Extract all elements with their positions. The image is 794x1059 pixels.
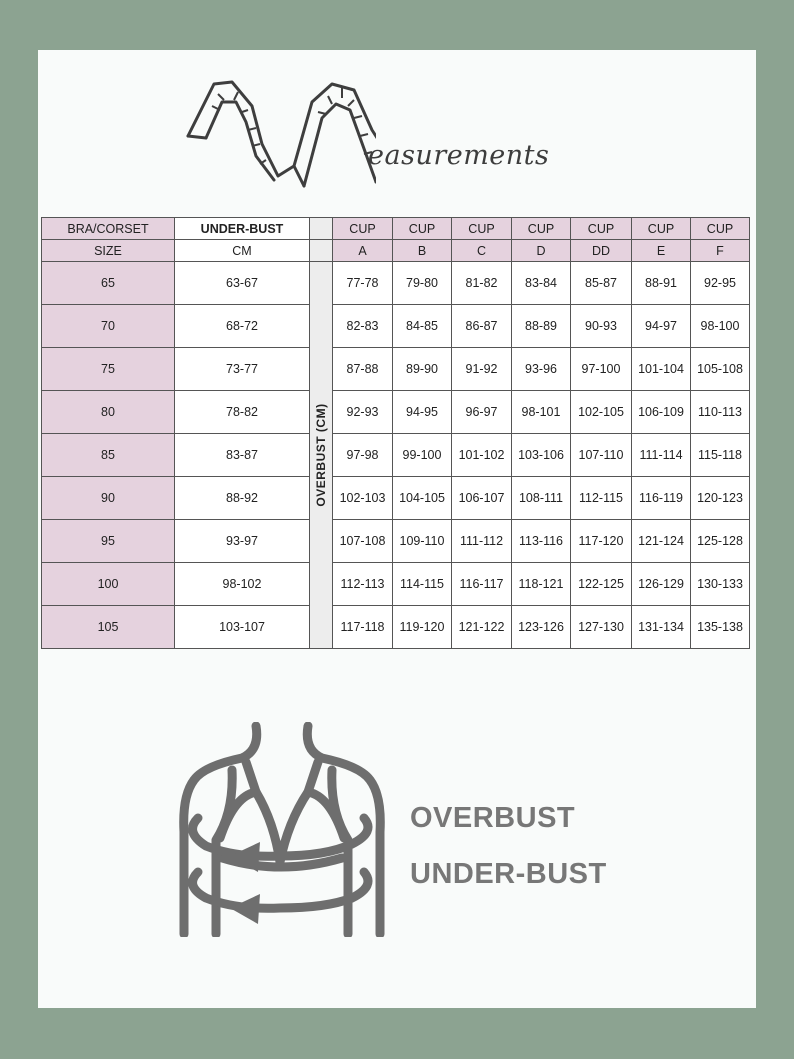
overbust-range-cell: 101-102 [452, 434, 512, 477]
underbust-unit: CM [175, 240, 310, 262]
overbust-range-cell: 131-134 [632, 606, 691, 649]
overbust-range-cell: 102-103 [333, 477, 393, 520]
overbust-range-cell: 101-104 [632, 348, 691, 391]
table-row [42, 563, 750, 606]
overbust-range-cell: 112-113 [333, 563, 393, 606]
underbust-cell: 98-102 [175, 563, 310, 606]
table-row [42, 606, 750, 649]
overbust-range-cell: 123-126 [512, 606, 571, 649]
overbust-range-cell: 89-90 [393, 348, 452, 391]
overbust-range-cell: 106-107 [452, 477, 512, 520]
underbust-cell: 83-87 [175, 434, 310, 477]
cup-header: CUP [632, 218, 691, 240]
overbust-range-cell: 91-92 [452, 348, 512, 391]
overbust-range-cell: 92-93 [333, 391, 393, 434]
overbust-range-cell: 113-116 [512, 520, 571, 563]
overbust-range-cell: 127-130 [571, 606, 632, 649]
cup-header: CUP [512, 218, 571, 240]
overbust-range-cell: 81-82 [452, 262, 512, 305]
overbust-range-cell: 77-78 [333, 262, 393, 305]
overbust-range-cell: 94-95 [393, 391, 452, 434]
spacer-header [310, 240, 333, 262]
overbust-range-cell: 117-120 [571, 520, 632, 563]
overbust-range-cell: 121-122 [452, 606, 512, 649]
overbust-range-cell: 107-108 [333, 520, 393, 563]
overbust-range-cell: 97-98 [333, 434, 393, 477]
cup-letter: B [393, 240, 452, 262]
overbust-range-cell: 83-84 [512, 262, 571, 305]
overbust-range-cell: 115-118 [691, 434, 750, 477]
table-row [42, 262, 750, 305]
overbust-axis-label: OVERBUST (CM) [314, 403, 328, 507]
overbust-range-cell: 98-100 [691, 305, 750, 348]
size-cell: 70 [42, 305, 175, 348]
size-subheader: SIZE [42, 240, 175, 262]
tape-measure-icon [186, 76, 376, 194]
table-row [42, 520, 750, 563]
table-row [42, 305, 750, 348]
underbust-cell: 73-77 [175, 348, 310, 391]
overbust-range-cell: 106-109 [632, 391, 691, 434]
size-header: BRA/CORSET [42, 218, 175, 240]
overbust-range-cell: 116-119 [632, 477, 691, 520]
underbust-cell: 88-92 [175, 477, 310, 520]
overbust-range-cell: 82-83 [333, 305, 393, 348]
table-row [42, 477, 750, 520]
overbust-range-cell: 85-87 [571, 262, 632, 305]
overbust-range-cell: 118-121 [512, 563, 571, 606]
overbust-range-cell: 111-112 [452, 520, 512, 563]
table-row [42, 391, 750, 434]
underbust-cell: 63-67 [175, 262, 310, 305]
torso-measurement-icon [176, 722, 391, 937]
table-row [42, 348, 750, 391]
overbust-range-cell: 126-129 [632, 563, 691, 606]
overbust-range-cell: 90-93 [571, 305, 632, 348]
overbust-range-cell: 99-100 [393, 434, 452, 477]
overbust-range-cell: 114-115 [393, 563, 452, 606]
size-chart-table [41, 217, 750, 649]
underbust-cell: 68-72 [175, 305, 310, 348]
size-cell: 75 [42, 348, 175, 391]
overbust-range-cell: 102-105 [571, 391, 632, 434]
underbust-cell: 78-82 [175, 391, 310, 434]
cup-letter: A [333, 240, 393, 262]
cup-letter: DD [571, 240, 632, 262]
overbust-range-cell: 103-106 [512, 434, 571, 477]
size-cell: 80 [42, 391, 175, 434]
overbust-range-cell: 112-115 [571, 477, 632, 520]
overbust-range-cell: 104-105 [393, 477, 452, 520]
overbust-range-cell: 88-89 [512, 305, 571, 348]
overbust-range-cell: 110-113 [691, 391, 750, 434]
overbust-range-cell: 84-85 [393, 305, 452, 348]
size-cell: 100 [42, 563, 175, 606]
size-cell: 65 [42, 262, 175, 305]
overbust-range-cell: 108-111 [512, 477, 571, 520]
overbust-range-cell: 98-101 [512, 391, 571, 434]
table-row [42, 434, 750, 477]
size-cell: 105 [42, 606, 175, 649]
overbust-range-cell: 135-138 [691, 606, 750, 649]
overbust-range-cell: 125-128 [691, 520, 750, 563]
overbust-range-cell: 109-110 [393, 520, 452, 563]
overbust-range-cell: 94-97 [632, 305, 691, 348]
cup-letter: D [512, 240, 571, 262]
logo-wordmark: easurements [368, 140, 550, 171]
size-cell: 90 [42, 477, 175, 520]
underbust-label: UNDER-BUST [410, 858, 607, 890]
overbust-label: OVERBUST [410, 802, 576, 834]
overbust-range-cell: 92-95 [691, 262, 750, 305]
overbust-column-label [310, 262, 333, 649]
underbust-cell: 103-107 [175, 606, 310, 649]
spacer-header [310, 218, 333, 240]
underbust-cell: 93-97 [175, 520, 310, 563]
measurement-sheet [38, 50, 756, 1008]
overbust-range-cell: 97-100 [571, 348, 632, 391]
cup-header: CUP [452, 218, 512, 240]
overbust-range-cell: 96-97 [452, 391, 512, 434]
cup-header: CUP [333, 218, 393, 240]
overbust-range-cell: 105-108 [691, 348, 750, 391]
cup-header: CUP [691, 218, 750, 240]
header-row-1 [42, 218, 750, 240]
cup-letter: F [691, 240, 750, 262]
overbust-range-cell: 121-124 [632, 520, 691, 563]
overbust-range-cell: 87-88 [333, 348, 393, 391]
overbust-range-cell: 122-125 [571, 563, 632, 606]
overbust-range-cell: 117-118 [333, 606, 393, 649]
header-row-2 [42, 240, 750, 262]
size-cell: 85 [42, 434, 175, 477]
size-cell: 95 [42, 520, 175, 563]
cup-letter: E [632, 240, 691, 262]
overbust-range-cell: 88-91 [632, 262, 691, 305]
overbust-range-cell: 116-117 [452, 563, 512, 606]
overbust-range-cell: 111-114 [632, 434, 691, 477]
overbust-range-cell: 120-123 [691, 477, 750, 520]
overbust-range-cell: 79-80 [393, 262, 452, 305]
overbust-range-cell: 107-110 [571, 434, 632, 477]
overbust-range-cell: 119-120 [393, 606, 452, 649]
overbust-range-cell: 93-96 [512, 348, 571, 391]
overbust-range-cell: 86-87 [452, 305, 512, 348]
overbust-range-cell: 130-133 [691, 563, 750, 606]
cup-letter: C [452, 240, 512, 262]
cup-header: CUP [393, 218, 452, 240]
cup-header: CUP [571, 218, 632, 240]
underbust-header: UNDER-BUST [175, 218, 310, 240]
